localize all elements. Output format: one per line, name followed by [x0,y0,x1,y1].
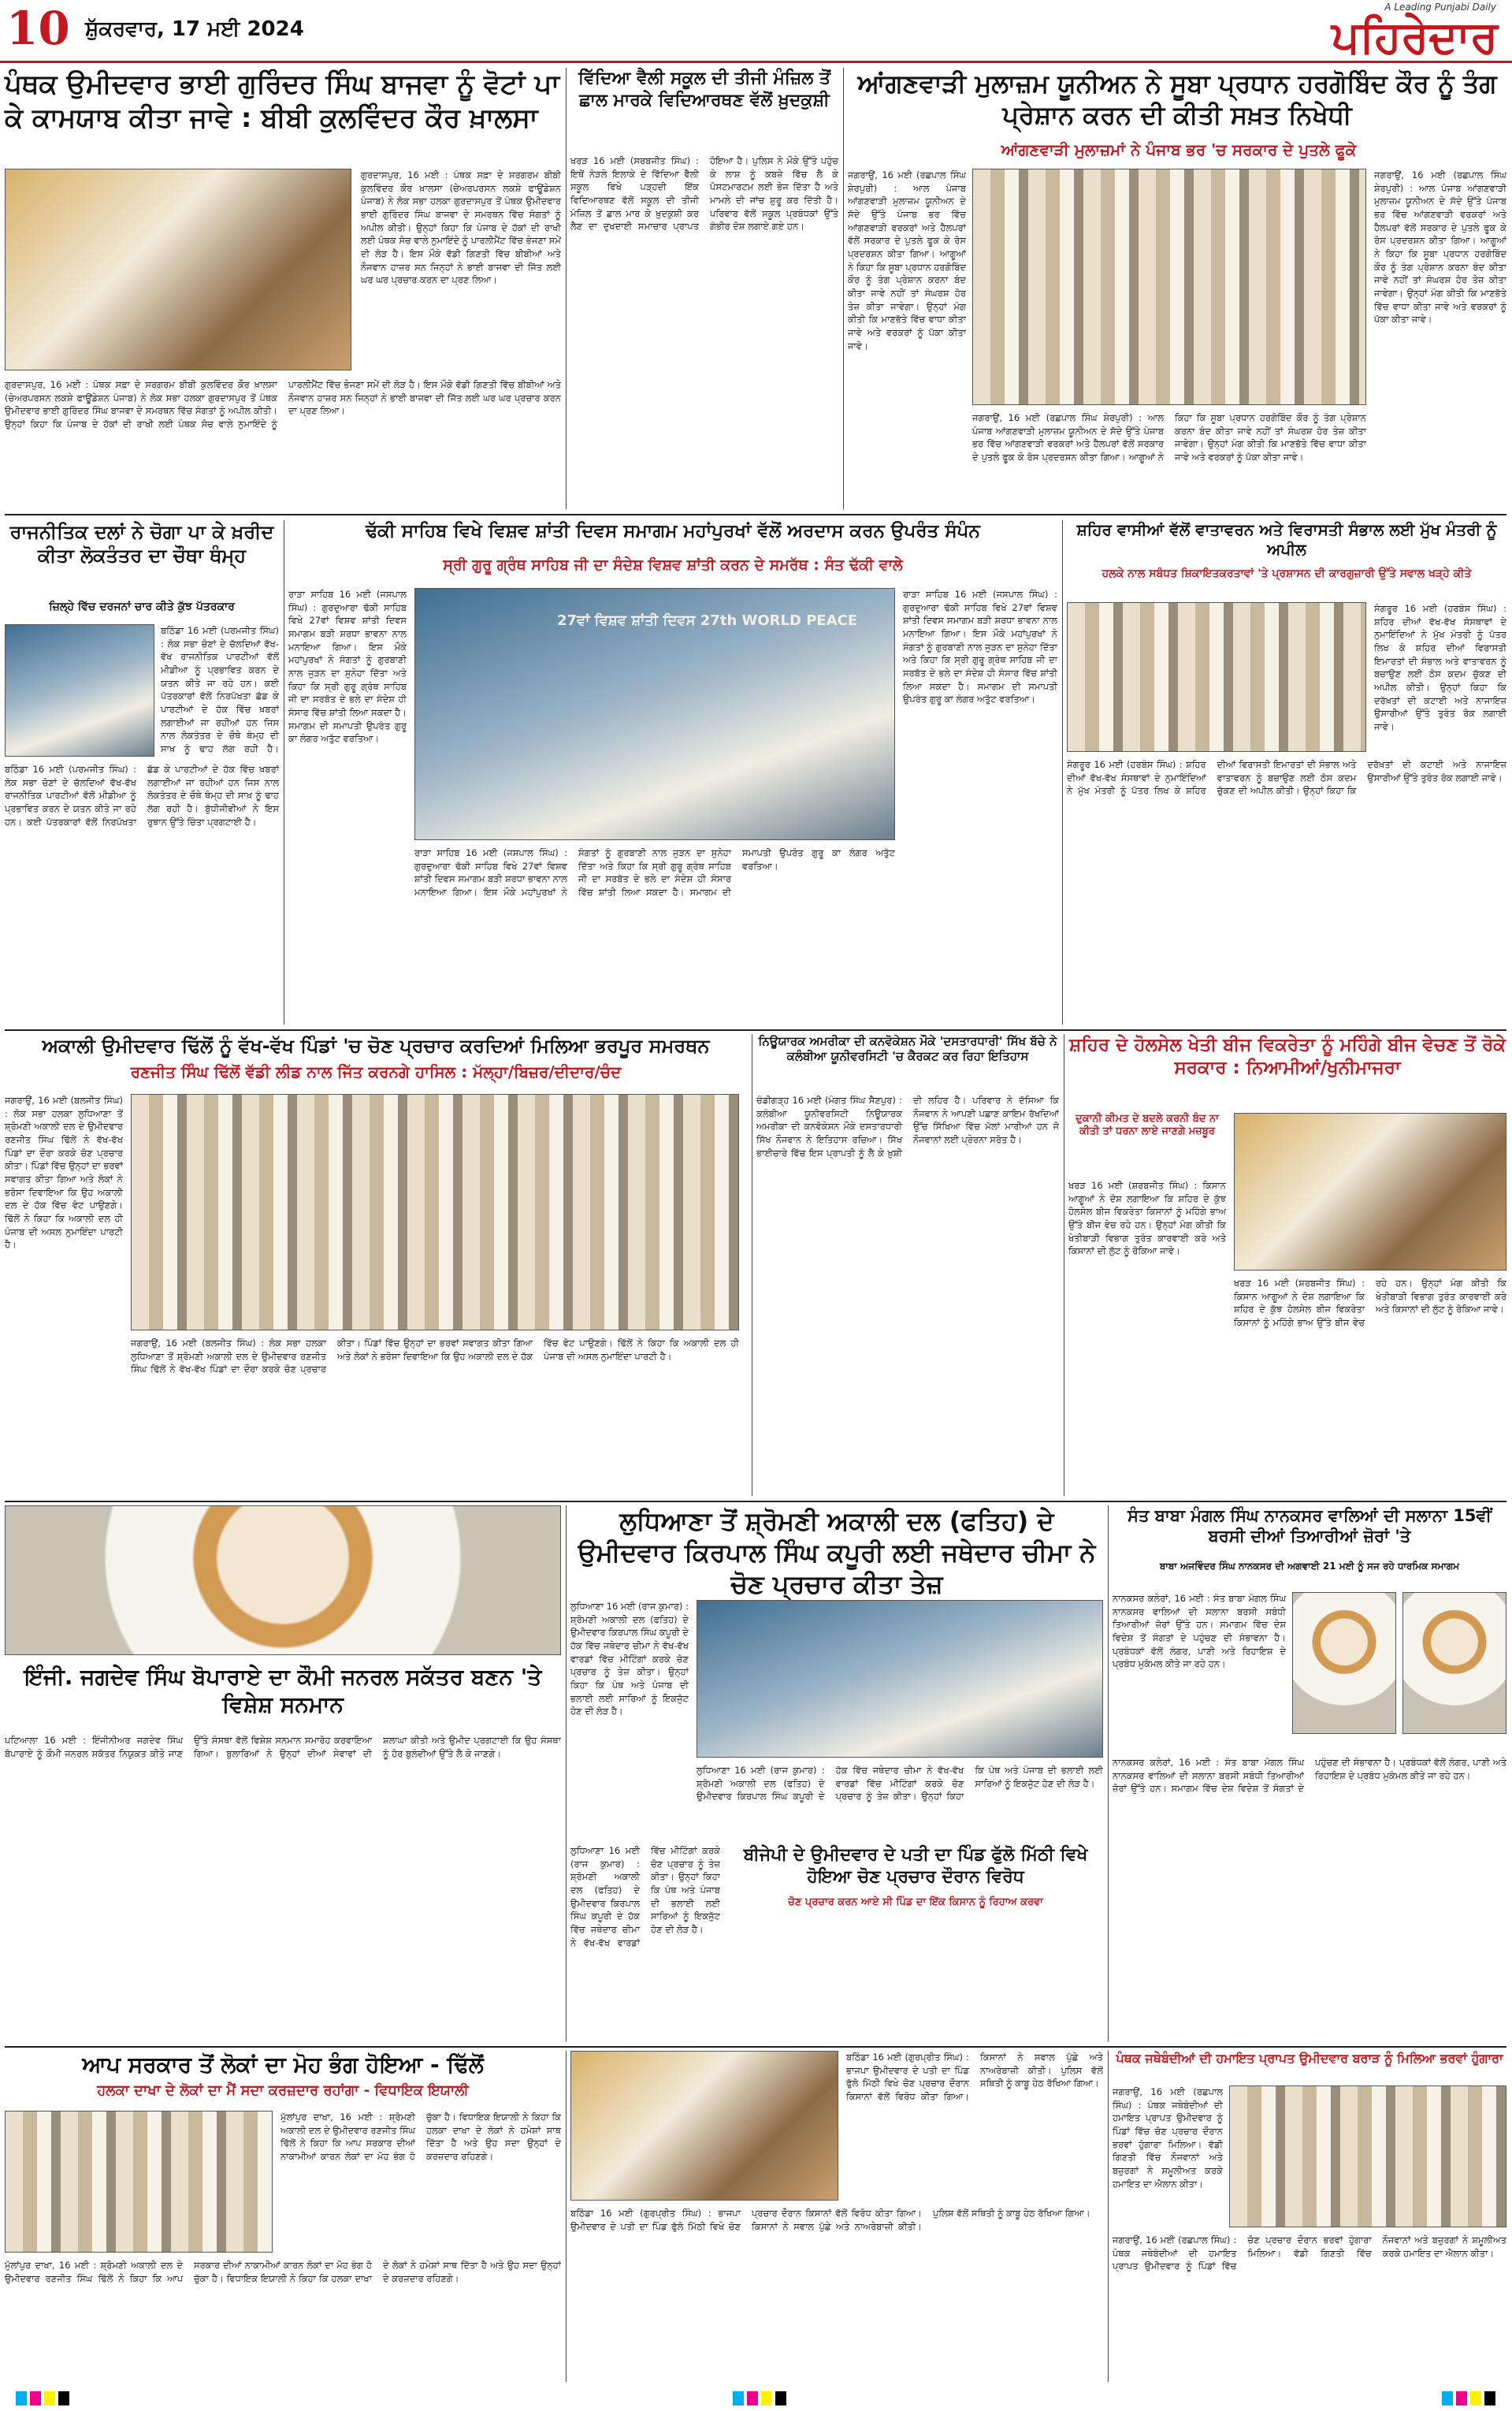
masthead [0,0,1512,63]
article-bolapur [5,1505,561,2041]
article-body: ਖਰੜ 16 ਮਈ (ਸਰਬਜੀਤ ਸਿੰਘ) : ਇਥੋਂ ਨੇੜਲੇ ਇਲਾਕੇ ਦੇ ਵਿੱਦਿਆ ਵੈਲੀ ਸਕੂਲ ਵਿਖੇ ਪੜ੍ਹਦੀ ਇੱਕ ਵਿਦਿਆਰਥਣ ਵੱਲੋਂ ਸਕੂਲ ਦੀ ਤੀਜੀ ਮੰਜ਼ਿਲ ਤੋਂ ਛਾਲ ਮਾਰ ਕੇ ਖ਼ੁਦਕੁਸ਼ੀ ਕਰ ਲੈਣ ਦਾ ਦੁਖਦਾਈ ਸਮਾਚਾਰ ਪ੍ਰਾਪਤ ਹੋਇਆ ਹੈ। ਪੁਲਿਸ ਨੇ ਮੌਕੇ ਉੱਤੇ ਪਹੁੰਚ ਕੇ ਲਾਸ਼ ਨੂੰ ਕਬਜ਼ੇ ਵਿੱਚ ਲੈ ਕੇ ਪੋਸਟਮਾਰਟਮ ਲਈ ਭੇਜ ਦਿੱਤਾ ਹੈ ਅਤੇ ਮਾਮਲੇ ਦੀ ਜਾਂਚ ਸ਼ੁਰੂ ਕਰ ਦਿੱਤੀ ਹੈ। ਪਰਿਵਾਰ ਵੱਲੋਂ ਸਕੂਲ ਪ੍ਰਬੰਧਕਾਂ ਉੱਤੇ ਗੰਭੀਰ ਦੋਸ਼ ਲਗਾਏ ਗਏ ਹਨ। [570,155,838,233]
article-kirpal [570,1505,1103,2041]
column-divider [566,68,567,509]
article-body-right: ਰਾੜਾ ਸਾਹਿਬ 16 ਮਈ (ਜਸਪਾਲ ਸਿੰਘ) : ਗੁਰਦੁਆਰਾ ਢੱਕੀ ਸਾਹਿਬ ਵਿਖੇ 27ਵਾਂ ਵਿਸ਼ਵ ਸ਼ਾਂਤੀ ਦਿਵਸ ਸਮਾਗਮ ਬੜੀ ਸ਼ਰਧਾ ਭਾਵਨਾ ਨਾਲ ਮਨਾਇਆ ਗਿਆ। ਇਸ ਮੌਕੇ ਮਹਾਂਪੁਰਖਾਂ ਨੇ ਸੰਗਤਾਂ ਨੂੰ ਗੁਰਬਾਣੀ ਨਾਲ ਜੁੜਨ ਦਾ ਸੁਨੇਹਾ ਦਿੱਤਾ ਅਤੇ ਕਿਹਾ ਕਿ ਸ੍ਰੀ ਗੁਰੂ ਗ੍ਰੰਥ ਸਾਹਿਬ ਜੀ ਦਾ ਸਰਬੱਤ ਦੇ ਭਲੇ ਦਾ ਸੰਦੇਸ਼ ਹੀ ਸੰਸਾਰ ਵਿੱਚ ਸ਼ਾਂਤੀ ਲਿਆ ਸਕਦਾ ਹੈ। ਸਮਾਗਮ ਦੀ ਸਮਾਪਤੀ ਉਪਰੰਤ ਗੁਰੂ ਕਾ ਲੰਗਰ ਅਤੁੱਟ ਵਰਤਿਆ। [903,589,1057,705]
headline: ਆਂਗਣਵਾੜੀ ਮੁਲਾਜ਼ਮ ਯੂਨੀਅਨ ਨੇ ਸੂਬਾ ਪ੍ਰਧਾਨ ਹਰਗੋਬਿੰਦ ਕੌਰ ਨੂੰ ਤੰਗ ਪ੍ਰੇਸ਼ਾਨ ਕਰਨ ਦੀ ਕੀਤੀ ਸਖ਼ਤ ਨਿਖੇਧੀ [857,69,1497,130]
headline: ਪੰਥਕ ਉਮੀਦਵਾਰ ਭਾਈ ਗੁਰਿੰਦਰ ਸਿੰਘ ਬਾਜਵਾ ਨੂੰ ਵੋਟਾਂ ਪਾ ਕੇ ਕਾਮਯਾਬ ਕੀਤਾ ਜਾਵੇ : ਬੀਬੀ ਕੁਲਵਿੰਦਰ ਕੌਰ ਖ਼ਾਲਸਾ [5,69,560,134]
news-photo [570,2051,838,2201]
headline: ਨਿਊਯਾਰਕ ਅਮਰੀਕਾ ਦੀ ਕਨਵੋਕੇਸ਼ਨ ਮੌਕੇ 'ਦਸਤਾਰਧਾਰੀ' ਸਿੱਖ ਬੱਚੇ ਨੇ ਕਲੰਬੀਆ ਯੂਨੀਵਰਸਿਟੀ 'ਚ ਕੈਰਕਟ ਕਰ ਰਿਹਾ ਇਤਿਹਾਸ [758,1034,1057,1063]
article-bajwa [5,68,561,509]
news-photo [5,169,351,370]
subheadline: ਆਂਗਣਵਾੜੀ ਮੁਲਾਜ਼ਮਾਂ ਨੇ ਪੰਜਾਬ ਭਰ 'ਚ ਸਰਕਾਰ ਦੇ ਪੁਤਲੇ ਫੂਕੇ [1001,140,1357,159]
color-swatch [58,2391,69,2405]
news-photo [697,1600,1103,1758]
color-swatch [733,2391,744,2405]
article-body: ਜਗਰਾਉਂ, 16 ਮਈ (ਬਲਜੀਤ ਸਿੰਘ) : ਲੋਕ ਸਭਾ ਹਲਕਾ ਲੁਧਿਆਣਾ ਤੋਂ ਸ਼੍ਰੋਮਣੀ ਅਕਾਲੀ ਦਲ ਦੇ ਉਮੀਦਵਾਰ ਰਣਜੀਤ ਸਿੰਘ ਢਿੱਲੋਂ ਨੇ ਵੱਖ-ਵੱਖ ਪਿੰਡਾਂ ਦਾ ਦੌਰਾ ਕਰਕੇ ਚੋਣ ਪ੍ਰਚਾਰ ਕੀਤਾ। ਪਿੰਡਾਂ ਵਿੱਚ ਉਨ੍ਹਾਂ ਦਾ ਭਰਵਾਂ ਸਵਾਗਤ ਕੀਤਾ ਗਿਆ ਅਤੇ ਲੋਕਾਂ ਨੇ ਭਰੋਸਾ ਦਿਵਾਇਆ ਕਿ ਉਹ ਅਕਾਲੀ ਦਲ ਦੇ ਹੱਕ ਵਿੱਚ ਵੋਟ ਪਾਉਣਗੇ। ਢਿੱਲੋਂ ਨੇ ਕਿਹਾ ਕਿ ਅਕਾਲੀ ਦਲ ਹੀ ਪੰਜਾਬ ਦੀ ਅਸਲ ਨੁਮਾਇੰਦਾ ਪਾਰਟੀ ਹੈ। [5,1095,123,1251]
color-swatch [747,2391,758,2405]
article-body: ਸੰਗਰੂਰ 16 ਮਈ (ਹਰਬੰਸ ਸਿੰਘ) : ਸ਼ਹਿਰ ਦੀਆਂ ਵੱਖ-ਵੱਖ ਸੰਸਥਾਵਾਂ ਦੇ ਨੁਮਾਇੰਦਿਆਂ ਨੇ ਮੁੱਖ ਮੰਤਰੀ ਨੂੰ ਪੱਤਰ ਲਿਖ ਕੇ ਸ਼ਹਿਰ ਦੀਆਂ ਵਿਰਾਸਤੀ ਇਮਾਰਤਾਂ ਦੀ ਸੰਭਾਲ ਅਤੇ ਵਾਤਾਵਰਨ ਨੂੰ ਬਚਾਉਣ ਲਈ ਠੋਸ ਕਦਮ ਚੁੱਕਣ ਦੀ ਅਪੀਲ ਕੀਤੀ। ਉਨ੍ਹਾਂ ਕਿਹਾ ਕਿ ਦਰੱਖ਼ਤਾਂ ਦੀ ਕਟਾਈ ਅਤੇ ਨਾਜਾਇਜ਼ ਉਸਾਰੀਆਂ ਉੱਤੇ ਤੁਰੰਤ ਰੋਕ ਲਗਾਈ ਜਾਵੇ। [1374,603,1506,733]
article-body-bottom: ਜਗਰਾਉਂ, 16 ਮਈ (ਰਛਪਾਲ ਸਿੰਘ) : ਪੰਥਕ ਜਥੇਬੰਦੀਆਂ ਦੀ ਹਮਾਇਤ ਪ੍ਰਾਪਤ ਉਮੀਦਵਾਰ ਨੂੰ ਪਿੰਡਾਂ ਵਿੱਚ ਚੋਣ ਪ੍ਰਚਾਰ ਦੌਰਾਨ ਭਰਵਾਂ ਹੁੰਗਾਰਾ ਮਿਲਿਆ। ਵੱਡੀ ਗਿਣਤੀ ਵਿੱਚ ਨੌਜਵਾਨਾਂ ਅਤੇ ਬਜ਼ੁਰਗਾਂ ਨੇ ਸ਼ਮੂਲੀਅਤ ਕਰਕੇ ਹਮਾਇਤ ਦਾ ਐਲਾਨ ਕੀਤਾ। [1113,2234,1506,2272]
photo-banner-text: 27ਵਾਂ ਵਿਸ਼ਵ ਸ਼ਾਂਤੀ ਦਿਵਸ 27th WORLD PEACE [557,612,858,629]
news-photo [1067,602,1366,752]
portrait-photo [1292,1592,1396,1734]
article-school [570,68,838,509]
article-body-kirpal-cont: ਲੁਧਿਆਣਾ 16 ਮਈ (ਰਾਜ ਕੁਮਾਰ) : ਸ਼੍ਰੋਮਣੀ ਅਕਾਲੀ ਦਲ (ਫਤਿਹ) ਦੇ ਉਮੀਦਵਾਰ ਕਿਰਪਾਲ ਸਿੰਘ ਕਪੂਰੀ ਦੇ ਹੱਕ ਵਿੱਚ ਜਥੇਦਾਰ ਚੀਮਾ ਨੇ ਵੱਖ-ਵੱਖ ਵਾਰਡਾਂ ਵਿੱਚ ਮੀਟਿੰਗਾਂ ਕਰਕੇ ਚੋਣ ਪ੍ਰਚਾਰ ਨੂੰ ਤੇਜ਼ ਕੀਤਾ। ਉਨ੍ਹਾਂ ਕਿਹਾ ਕਿ ਪੰਥ ਅਤੇ ਪੰਜਾਬ ਦੀ ਭਲਾਈ ਲਈ ਸਾਰਿਆਂ ਨੂੰ ਇਕਜੁੱਟ ਹੋਣ ਦੀ ਲੋੜ ਹੈ। [570,1845,720,1948]
article-bjp [570,2051,1103,2382]
article-body: ਲੁਧਿਆਣਾ 16 ਮਈ (ਰਾਜ ਕੁਮਾਰ) : ਸ਼੍ਰੋਮਣੀ ਅਕਾਲੀ ਦਲ (ਫਤਿਹ) ਦੇ ਉਮੀਦਵਾਰ ਕਿਰਪਾਲ ਸਿੰਘ ਕਪੂਰੀ ਦੇ ਹੱਕ ਵਿੱਚ ਜਥੇਦਾਰ ਚੀਮਾ ਨੇ ਵੱਖ-ਵੱਖ ਵਾਰਡਾਂ ਵਿੱਚ ਮੀਟਿੰਗਾਂ ਕਰਕੇ ਚੋਣ ਪ੍ਰਚਾਰ ਨੂੰ ਤੇਜ਼ ਕੀਤਾ। ਉਨ੍ਹਾਂ ਕਿਹਾ ਕਿ ਪੰਥ ਅਤੇ ਪੰਜਾਬ ਦੀ ਭਲਾਈ ਲਈ ਸਾਰਿਆਂ ਨੂੰ ਇਕਜੁੱਟ ਹੋਣ ਦੀ ਲੋੜ ਹੈ। [570,1601,689,1717]
headline: ਸੰਤ ਬਾਬਾ ਮੰਗਲ ਸਿੰਘ ਨਾਨਕਸਰ ਵਾਲਿਆਂ ਦੀ ਸਲਾਨਾ 15ਵੀਂ ਬਰਸੀ ਦੀਆਂ ਤਿਆਰੀਆਂ ਜ਼ੋਰਾਂ 'ਤੇ [1127,1506,1492,1546]
article-aap [5,2051,561,2382]
article-body: ਜਗਰਾਉਂ, 16 ਮਈ (ਰਛਪਾਲ ਸਿੰਘ) : ਪੰਥਕ ਜਥੇਬੰਦੀਆਂ ਦੀ ਹਮਾਇਤ ਪ੍ਰਾਪਤ ਉਮੀਦਵਾਰ ਨੂੰ ਪਿੰਡਾਂ ਵਿੱਚ ਚੋਣ ਪ੍ਰਚਾਰ ਦੌਰਾਨ ਭਰਵਾਂ ਹੁੰਗਾਰਾ ਮਿਲਿਆ। ਵੱਡੀ ਗਿਣਤੀ ਵਿੱਚ ਨੌਜਵਾਨਾਂ ਅਤੇ ਬਜ਼ੁਰਗਾਂ ਨੇ ਸ਼ਮੂਲੀਅਤ ਕਰਕੇ ਹਮਾਇਤ ਦਾ ਐਲਾਨ ਕੀਤਾ। [1113,2086,1223,2190]
article-body-bottom: ਜਗਰਾਉਂ, 16 ਮਈ (ਰਛਪਾਲ ਸਿੰਘ ਸ਼ੇਰਪੁਰੀ) : ਆਲ ਪੰਜਾਬ ਆਂਗਣਵਾੜੀ ਮੁਲਾਜ਼ਮ ਯੂਨੀਅਨ ਦੇ ਸੱਦੇ ਉੱਤੇ ਪੰਜਾਬ ਭਰ ਵਿੱਚ ਆਂਗਣਵਾੜੀ ਵਰਕਰਾਂ ਅਤੇ ਹੈਲਪਰਾਂ ਵੱਲੋਂ ਸਰਕਾਰ ਦੇ ਪੁਤਲੇ ਫੂਕ ਕੇ ਰੋਸ ਪ੍ਰਦਰਸ਼ਨ ਕੀਤਾ ਗਿਆ। ਆਗੂਆਂ ਨੇ ਕਿਹਾ ਕਿ ਸੂਬਾ ਪ੍ਰਧਾਨ ਹਰਗੋਬਿੰਦ ਕੌਰ ਨੂੰ ਤੰਗ ਪ੍ਰੇਸ਼ਾਨ ਕਰਨਾ ਬੰਦ ਕੀਤਾ ਜਾਵੇ ਨਹੀਂ ਤਾਂ ਸੰਘਰਸ਼ ਹੋਰ ਤੇਜ਼ ਕੀਤਾ ਜਾਵੇਗਾ। ਉਨ੍ਹਾਂ ਮੰਗ ਕੀਤੀ ਕਿ ਮਾਣਭੱਤੇ ਵਿੱਚ ਵਾਧਾ ਕੀਤਾ ਜਾਵੇ ਅਤੇ ਵਰਕਰਾਂ ਨੂੰ ਪੱਕਾ ਕੀਤਾ ਜਾਵੇ। [972,412,1366,463]
article-anganwadi [848,68,1506,509]
color-swatch [1470,2391,1481,2405]
page-number: 10 [6,2,70,55]
byline: ਜ਼ਿਲ੍ਹੇ ਵਿੱਚ ਦਰਜਨਾਂ ਚਾਰ ਕੀਤੇ ਕੁੱਝ ਪੱਤਰਕਾਰ [49,601,235,613]
article-panthak [1113,2051,1506,2382]
section-rule [5,2046,1506,2048]
article-peace [288,520,1057,1025]
color-swatch [1442,2391,1453,2405]
headline: ਸ਼ਹਿਰ ਵਾਸੀਆਂ ਵੱਲੋਂ ਵਾਤਾਵਰਨ ਅਤੇ ਵਿਰਾਸਤੀ ਸੰਭਾਲ ਲਈ ਮੁੱਖ ਮੰਤਰੀ ਨੂੰ ਅਪੀਲ [1076,520,1497,559]
article-body: ਬਠਿੰਡਾ 16 ਮਈ (ਪਰਮਜੀਤ ਸਿੰਘ) : ਲੋਕ ਸਭਾ ਚੋਣਾਂ ਦੇ ਚੱਲਦਿਆਂ ਵੱਖ-ਵੱਖ ਰਾਜਨੀਤਿਕ ਪਾਰਟੀਆਂ ਵੱਲੋਂ ਮੀਡੀਆ ਨੂੰ ਪ੍ਰਭਾਵਿਤ ਕਰਨ ਦੇ ਯਤਨ ਕੀਤੇ ਜਾ ਰਹੇ ਹਨ। ਕਈ ਪੱਤਰਕਾਰਾਂ ਵੱਲੋਂ ਨਿਰਪੱਖਤਾ ਛੱਡ ਕੇ ਪਾਰਟੀਆਂ ਦੇ ਹੱਕ ਵਿੱਚ ਖ਼ਬਰਾਂ ਲਗਾਈਆਂ ਜਾ ਰਹੀਆਂ ਹਨ ਜਿਸ ਨਾਲ ਲੋਕਤੰਤਰ ਦੇ ਚੌਥੇ ਥੰਮ੍ਹ ਦੀ ਸਾਖ਼ ਨੂੰ ਢਾਹ ਲੱਗ ਰਹੀ ਹੈ। [161,625,279,755]
article-body-bottom: ਬਠਿੰਡਾ 16 ਮਈ (ਗੁਰਪ੍ਰੀਤ ਸਿੰਘ) : ਭਾਜਪਾ ਉਮੀਦਵਾਰ ਦੇ ਪਤੀ ਦਾ ਪਿੰਡ ਫੁੱਲੋ ਮਿੱਠੀ ਵਿਖੇ ਚੋਣ ਪ੍ਰਚਾਰ ਦੌਰਾਨ ਕਿਸਾਨਾਂ ਵੱਲੋਂ ਵਿਰੋਧ ਕੀਤਾ ਗਿਆ। ਕਿਸਾਨਾਂ ਨੇ ਸਵਾਲ ਪੁੱਛੇ ਅਤੇ ਨਾਅਰੇਬਾਜ਼ੀ ਕੀਤੀ। ਪੁਲਿਸ ਵੱਲੋਂ ਸਥਿਤੀ ਨੂੰ ਕਾਬੂ ਹੇਠ ਰੱਖਿਆ ਗਿਆ। [570,2208,1090,2232]
article-seeds [1068,1034,1506,1496]
issue-date: ਸ਼ੁੱਕਰਵਾਰ, 17 ਮਈ 2024 [85,17,304,41]
article-sant [1113,1505,1506,2041]
column-divider [1062,520,1063,1025]
subheadline: ਰਣਜੀਤ ਸਿੰਘ ਢਿੱਲੋਂ ਵੱਡੀ ਲੀਡ ਨਾਲ ਜਿੱਤ ਕਰਨਗੇ ਹਾਸਿਲ : ਮੱਲ੍ਹਾ/ਬਿਜ਼ਰ/ਦੀਦਾਰ/ਚੰਦ [130,1062,622,1081]
subheadline: ਦੁਕਾਨੀ ਕੀਮਤ ਦੇ ਬਦਲੇ ਕਰਨੀ ਬੰਦ ਨਾ ਕੀਤੀ ਤਾਂ ਧਰਨਾ ਲਾਏ ਜਾਣਗੇ ਮਜ਼ਬੂਰ [1075,1113,1219,1138]
section-rule [5,1029,1506,1031]
article-body: ਖਰੜ 16 ਮਈ (ਸ਼ਰਬਜੀਤ ਸਿੰਘ) : ਕਿਸਾਨ ਆਗੂਆਂ ਨੇ ਦੋਸ਼ ਲਗਾਇਆ ਕਿ ਸ਼ਹਿਰ ਦੇ ਕੁੱਝ ਹੋਲਸੇਲ ਬੀਜ ਵਿਕਰੇਤਾ ਕਿਸਾਨਾਂ ਨੂੰ ਮਹਿੰਗੇ ਭਾਅ ਉੱਤੇ ਬੀਜ ਵੇਚ ਰਹੇ ਹਨ। ਉਨ੍ਹਾਂ ਮੰਗ ਕੀਤੀ ਕਿ ਖੇਤੀਬਾੜੀ ਵਿਭਾਗ ਤੁਰੰਤ ਕਾਰਵਾਈ ਕਰੇ ਅਤੇ ਕਿਸਾਨਾਂ ਦੀ ਲੁੱਟ ਨੂੰ ਰੋਕਿਆ ਜਾਵੇ। [1068,1180,1226,1257]
article-body-bottom: ਖਰੜ 16 ਮਈ (ਸ਼ਰਬਜੀਤ ਸਿੰਘ) : ਕਿਸਾਨ ਆਗੂਆਂ ਨੇ ਦੋਸ਼ ਲਗਾਇਆ ਕਿ ਸ਼ਹਿਰ ਦੇ ਕੁੱਝ ਹੋਲਸੇਲ ਬੀਜ ਵਿਕਰੇਤਾ ਕਿਸਾਨਾਂ ਨੂੰ ਮਹਿੰਗੇ ਭਾਅ ਉੱਤੇ ਬੀਜ ਵੇਚ ਰਹੇ ਹਨ। ਉਨ੍ਹਾਂ ਮੰਗ ਕੀਤੀ ਕਿ ਖੇਤੀਬਾੜੀ ਵਿਭਾਗ ਤੁਰੰਤ ਕਾਰਵਾਈ ਕਰੇ ਅਤੇ ਕਿਸਾਨਾਂ ਦੀ ਲੁੱਟ ਨੂੰ ਰੋਕਿਆ ਜਾਵੇ। [1234,1278,1506,1329]
article-body-bottom: ਬਠਿੰਡਾ 16 ਮਈ (ਪਰਮਜੀਤ ਸਿੰਘ) : ਲੋਕ ਸਭਾ ਚੋਣਾਂ ਦੇ ਚੱਲਦਿਆਂ ਵੱਖ-ਵੱਖ ਰਾਜਨੀਤਿਕ ਪਾਰਟੀਆਂ ਵੱਲੋਂ ਮੀਡੀਆ ਨੂੰ ਪ੍ਰਭਾਵਿਤ ਕਰਨ ਦੇ ਯਤਨ ਕੀਤੇ ਜਾ ਰਹੇ ਹਨ। ਕਈ ਪੱਤਰਕਾਰਾਂ ਵੱਲੋਂ ਨਿਰਪੱਖਤਾ ਛੱਡ ਕੇ ਪਾਰਟੀਆਂ ਦੇ ਹੱਕ ਵਿੱਚ ਖ਼ਬਰਾਂ ਲਗਾਈਆਂ ਜਾ ਰਹੀਆਂ ਹਨ ਜਿਸ ਨਾਲ ਲੋਕਤੰਤਰ ਦੇ ਚੌਥੇ ਥੰਮ੍ਹ ਦੀ ਸਾਖ਼ ਨੂੰ ਢਾਹ ਲੱਗ ਰਹੀ ਹੈ। ਬੁੱਧੀਜੀਵੀਆਂ ਨੇ ਇਸ ਰੁਝਾਨ ਉੱਤੇ ਚਿੰਤਾ ਪ੍ਰਗਟਾਈ ਹੈ। [5,764,279,828]
article-body-continued: ਗੁਰਦਾਸਪੁਰ, 16 ਮਈ : ਪੰਥਕ ਸਫ਼ਾ ਦੇ ਸਰਗਰਮ ਬੀਬੀ ਕੁਲਵਿੰਦਰ ਕੌਰ ਖ਼ਾਲਸਾ (ਚੇਅਰਪਰਸਨ ਲਕਸ਼ੇ ਫਾਊਂਡੇਸ਼ਨ ਪੰਜਾਬ) ਨੇ ਲੋਕ ਸਭਾ ਹਲਕਾ ਗੁਰਦਾਸਪੁਰ ਤੋਂ ਪੰਥਕ ਉਮੀਦਵਾਰ ਭਾਈ ਗੁਰਿੰਦਰ ਸਿੰਘ ਬਾਜਵਾ ਦੇ ਸਮਰਥਨ ਵਿੱਚ ਸੰਗਤਾਂ ਨੂੰ ਅਪੀਲ ਕੀਤੀ। ਉਨ੍ਹਾਂ ਕਿਹਾ ਕਿ ਪੰਜਾਬ ਦੇ ਹੱਕਾਂ ਦੀ ਰਾਖੀ ਲਈ ਪੰਥਕ ਸੋਚ ਵਾਲੇ ਨੁਮਾਇੰਦੇ ਨੂੰ ਪਾਰਲੀਮੈਂਟ ਵਿੱਚ ਭੇਜਣਾ ਸਮੇਂ ਦੀ ਲੋੜ ਹੈ। ਇਸ ਮੌਕੇ ਵੱਡੀ ਗਿਣਤੀ ਵਿੱਚ ਬੀਬੀਆਂ ਅਤੇ ਨੌਜਵਾਨ ਹਾਜ਼ਰ ਸਨ ਜਿਨ੍ਹਾਂ ਨੇ ਭਾਈ ਬਾਜਵਾ ਦੀ ਜਿੱਤ ਲਈ ਘਰ ਘਰ ਪ੍ਰਚਾਰ ਕਰਨ ਦਾ ਪ੍ਰਣ ਲਿਆ। [5,379,561,430]
news-photo [414,588,895,840]
article-rajnitik [5,520,279,1025]
news-photo [972,169,1366,405]
headline: ਆਪ ਸਰਕਾਰ ਤੋਂ ਲੋਕਾਂ ਦਾ ਮੋਹ ਭੰਗ ਹੋਇਆ - ਢਿੱਲੋਂ [82,2052,484,2078]
section-rule [5,1501,1506,1502]
article-akali [5,1034,747,1496]
article-body-bottom: ਮੁੱਲਾਂਪੁਰ ਦਾਖਾ, 16 ਮਈ : ਸ਼੍ਰੋਮਣੀ ਅਕਾਲੀ ਦਲ ਦੇ ਉਮੀਦਵਾਰ ਰਣਜੀਤ ਸਿੰਘ ਢਿੱਲੋਂ ਨੇ ਕਿਹਾ ਕਿ ਆਪ ਸਰਕਾਰ ਦੀਆਂ ਨਾਕਾਮੀਆਂ ਕਾਰਨ ਲੋਕਾਂ ਦਾ ਮੋਹ ਭੰਗ ਹੋ ਚੁੱਕਾ ਹੈ। ਵਿਧਾਇਕ ਇਯਾਲੀ ਨੇ ਕਿਹਾ ਕਿ ਹਲਕਾ ਦਾਖਾ ਦੇ ਲੋਕਾਂ ਨੇ ਹਮੇਸ਼ਾਂ ਸਾਥ ਦਿੱਤਾ ਹੈ ਅਤੇ ਉਹ ਸਦਾ ਉਨ੍ਹਾਂ ਦੇ ਕਰਜ਼ਦਾਰ ਰਹਿਣਗੇ। [5,2260,561,2284]
news-photo [1229,2085,1506,2227]
news-photo [5,2111,273,2253]
article-body-bottom: ਜਗਰਾਉਂ, 16 ਮਈ (ਬਲਜੀਤ ਸਿੰਘ) : ਲੋਕ ਸਭਾ ਹਲਕਾ ਲੁਧਿਆਣਾ ਤੋਂ ਸ਼੍ਰੋਮਣੀ ਅਕਾਲੀ ਦਲ ਦੇ ਉਮੀਦਵਾਰ ਰਣਜੀਤ ਸਿੰਘ ਢਿੱਲੋਂ ਨੇ ਵੱਖ-ਵੱਖ ਪਿੰਡਾਂ ਦਾ ਦੌਰਾ ਕਰਕੇ ਚੋਣ ਪ੍ਰਚਾਰ ਕੀਤਾ। ਪਿੰਡਾਂ ਵਿੱਚ ਉਨ੍ਹਾਂ ਦਾ ਭਰਵਾਂ ਸਵਾਗਤ ਕੀਤਾ ਗਿਆ ਅਤੇ ਲੋਕਾਂ ਨੇ ਭਰੋਸਾ ਦਿਵਾਇਆ ਕਿ ਉਹ ਅਕਾਲੀ ਦਲ ਦੇ ਹੱਕ ਵਿੱਚ ਵੋਟ ਪਾਉਣਗੇ। ਢਿੱਲੋਂ ਨੇ ਕਿਹਾ ਕਿ ਅਕਾਲੀ ਦਲ ਹੀ ਪੰਜਾਬ ਦੀ ਅਸਲ ਨੁਮਾਇੰਦਾ ਪਾਰਟੀ ਹੈ। [131,1338,739,1375]
article-body: ਰਾੜਾ ਸਾਹਿਬ 16 ਮਈ (ਜਸਪਾਲ ਸਿੰਘ) : ਗੁਰਦੁਆਰਾ ਢੱਕੀ ਸਾਹਿਬ ਵਿਖੇ 27ਵਾਂ ਵਿਸ਼ਵ ਸ਼ਾਂਤੀ ਦਿਵਸ ਸਮਾਗਮ ਬੜੀ ਸ਼ਰਧਾ ਭਾਵਨਾ ਨਾਲ ਮਨਾਇਆ ਗਿਆ। ਇਸ ਮੌਕੇ ਮਹਾਂਪੁਰਖਾਂ ਨੇ ਸੰਗਤਾਂ ਨੂੰ ਗੁਰਬਾਣੀ ਨਾਲ ਜੁੜਨ ਦਾ ਸੁਨੇਹਾ ਦਿੱਤਾ ਅਤੇ ਕਿਹਾ ਕਿ ਸ੍ਰੀ ਗੁਰੂ ਗ੍ਰੰਥ ਸਾਹਿਬ ਜੀ ਦਾ ਸਰਬੱਤ ਦੇ ਭਲੇ ਦਾ ਸੰਦੇਸ਼ ਹੀ ਸੰਸਾਰ ਵਿੱਚ ਸ਼ਾਂਤੀ ਲਿਆ ਸਕਦਾ ਹੈ। ਸਮਾਗਮ ਦੀ ਸਮਾਪਤੀ ਉਪਰੰਤ ਗੁਰੂ ਕਾ ਲੰਗਰ ਅਤੁੱਟ ਵਰਤਿਆ। [288,589,407,745]
column-divider [566,2051,567,2382]
headline: ਅਕਾਲੀ ਉਮੀਦਵਾਰ ਢਿੱਲੋਂ ਨੂੰ ਵੱਖ-ਵੱਖ ਪਿੰਡਾਂ 'ਚ ਚੋਣ ਪ੍ਰਚਾਰ ਕਰਦਿਆਂ ਮਿਲਿਆ ਭਰਪੂਰ ਸਮਰਥਨ [42,1035,710,1057]
article-body: ਨਾਨਕਸਰ ਕਲੇਰਾਂ, 16 ਮਈ : ਸੰਤ ਬਾਬਾ ਮੰਗਲ ਸਿੰਘ ਨਾਨਕਸਰ ਵਾਲਿਆਂ ਦੀ ਸਲਾਨਾ ਬਰਸੀ ਸਬੰਧੀ ਤਿਆਰੀਆਂ ਜ਼ੋਰਾਂ ਉੱਤੇ ਹਨ। ਸਮਾਗਮ ਵਿੱਚ ਦੇਸ਼ ਵਿਦੇਸ਼ ਤੋਂ ਸੰਗਤਾਂ ਦੇ ਪਹੁੰਚਣ ਦੀ ਸੰਭਾਵਨਾ ਹੈ। ਪ੍ਰਬੰਧਕਾਂ ਵੱਲੋਂ ਲੰਗਰ, ਪਾਣੀ ਅਤੇ ਰਿਹਾਇਸ਼ ਦੇ ਪ੍ਰਬੰਧ ਮੁਕੰਮਲ ਕੀਤੇ ਜਾ ਰਹੇ ਹਨ। [1113,1593,1286,1670]
color-swatch [775,2391,786,2405]
portrait-photo [1402,1592,1506,1734]
headline: ਸ਼ਹਿਰ ਦੇ ਹੋਲਸੇਲ ਖੇਤੀ ਬੀਜ ਵਿਕਰੇਤਾ ਨੂੰ ਮਹਿੰਗੇ ਬੀਜ ਵੇਚਣ ਤੋਂ ਰੋਕੇ ਸਰਕਾਰ : ਨਿਆਮੀਆਂ/ਖੁਨੀਮਾਜਰਾ [1069,1035,1506,1078]
headline: ਢੱਕੀ ਸਾਹਿਬ ਵਿਖੇ ਵਿਸ਼ਵ ਸ਼ਾਂਤੀ ਦਿਵਸ ਸਮਾਗਮ ਮਹਾਂਪੁਰਖਾਂ ਵੱਲੋਂ ਅਰਦਾਸ ਕਰਨ ਉਪਰੰਤ ਸੰਪੰਨ [366,521,980,541]
newspaper-logo: ਪਹਿਰੇਦਾਰ [1331,11,1498,63]
headline: ਲੁਧਿਆਣਾ ਤੋਂ ਸ਼੍ਰੋਮਣੀ ਅਕਾਲੀ ਦਲ (ਫਤਿਹ) ਦੇ ਉਮੀਦਵਾਰ ਕਿਰਪਾਲ ਸਿੰਘ ਕਪੂਰੀ ਲਈ ਜਥੇਦਾਰ ਚੀਮਾ ਨੇ ਚੋਣ ਪ੍ਰਚਾਰ ਕੀਤਾ ਤੇਜ਼ [578,1506,1096,1599]
column-divider [1108,1505,1109,2041]
column-divider [843,68,844,509]
headline: ਪੰਥਕ ਜਥੇਬੰਦੀਆਂ ਦੀ ਹਮਾਇਤ ਪ੍ਰਾਪਤ ਉਮੀਦਵਾਰ ਬਰਾੜ ਨੂੰ ਮਿਲਿਆ ਭਰਵਾਂ ਹੁੰਗਾਰਾ [1116,2051,1503,2066]
news-photo [1234,1113,1506,1271]
article-body: ਪਟਿਆਲਾ 16 ਮਈ : ਇੰਜੀਨੀਅਰ ਜਗਦੇਵ ਸਿੰਘ ਬੋਪਾਰਾਏ ਨੂੰ ਕੌਮੀ ਜਨਰਲ ਸਕੱਤਰ ਨਿਯੁਕਤ ਕੀਤੇ ਜਾਣ ਉੱਤੇ ਸੰਸਥਾ ਵੱਲੋਂ ਵਿਸ਼ੇਸ਼ ਸਨਮਾਨ ਸਮਾਰੋਹ ਕਰਵਾਇਆ ਗਿਆ। ਬੁਲਾਰਿਆਂ ਨੇ ਉਨ੍ਹਾਂ ਦੀਆਂ ਸੇਵਾਵਾਂ ਦੀ ਸ਼ਲਾਘਾ ਕੀਤੀ ਅਤੇ ਉਮੀਦ ਪ੍ਰਗਟਾਈ ਕਿ ਉਹ ਸੰਸਥਾ ਨੂੰ ਹੋਰ ਬੁਲੰਦੀਆਂ ਉੱਤੇ ਲੈ ਕੇ ਜਾਣਗੇ। [5,1735,561,1759]
article-body: ਬਠਿੰਡਾ 16 ਮਈ (ਗੁਰਪ੍ਰੀਤ ਸਿੰਘ) : ਭਾਜਪਾ ਉਮੀਦਵਾਰ ਦੇ ਪਤੀ ਦਾ ਪਿੰਡ ਫੁੱਲੋ ਮਿੱਠੀ ਵਿਖੇ ਚੋਣ ਪ੍ਰਚਾਰ ਦੌਰਾਨ ਕਿਸਾਨਾਂ ਵੱਲੋਂ ਵਿਰੋਧ ਕੀਤਾ ਗਿਆ। ਕਿਸਾਨਾਂ ਨੇ ਸਵਾਲ ਪੁੱਛੇ ਅਤੇ ਨਾਅਰੇਬਾਜ਼ੀ ਕੀਤੀ। ਪੁਲਿਸ ਵੱਲੋਂ ਸਥਿਤੀ ਨੂੰ ਕਾਬੂ ਹੇਠ ਰੱਖਿਆ ਗਿਆ। [846,2052,1103,2103]
color-swatch [1484,2391,1495,2405]
news-photo [5,624,154,757]
subheadline: ਬਾਬਾ ਅਜਵਿੰਦਰ ਸਿੰਘ ਨਾਨਕਸਰ ਦੀ ਅਗਵਾਈ 21 ਮਈ ਨੂੰ ਸਜ ਰਹੇ ਧਾਰਮਿਕ ਸਮਾਗਮ [1159,1561,1460,1572]
headline: ਇੰਜੀ. ਜਗਦੇਵ ਸਿੰਘ ਬੋਪਾਰਾਏ ਦਾ ਕੌਮੀ ਜਨਰਲ ਸਕੱਤਰ ਬਣਨ 'ਤੇ ਵਿਸ਼ੇਸ਼ ਸਨਮਾਨ [24,1664,542,1717]
article-heritage [1067,520,1506,1025]
subheadline: ਹਲਕੇ ਨਾਲ ਸਬੰਧਤ ਸ਼ਿਕਾਇਤਕਰਤਾਵਾਂ 'ਤੇ ਪ੍ਰਸ਼ਾਸਨ ਦੀ ਕਾਰਗੁਜ਼ਾਰੀ ਉੱਤੇ ਸਵਾਲ ਖੜ੍ਹੇ ਕੀਤੇ [1101,567,1472,580]
headline: ਰਾਜਨੀਤਿਕ ਦਲਾਂ ਨੇ ਚੋਗਾ ਪਾ ਕੇ ਖ਼ਰੀਦ ਕੀਤਾ ਲੋਕਤੰਤਰ ਦਾ ਚੌਥਾ ਥੰਮ੍ਹ [9,521,274,567]
tagline: A Leading Punjabi Daily [1384,2,1496,13]
color-swatch [1456,2391,1467,2405]
subheadline-bjp: ਚੋਣ ਪ੍ਰਚਾਰ ਕਰਨ ਆਏ ਸੀ ਪਿੰਡ ਦਾ ਇੱਕ ਕਿਸਾਨ ਨੂੰ ਰਿਹਾਅ ਕਰਵਾ [788,1896,1043,1908]
article-body: ਗੁਰਦਾਸਪੁਰ, 16 ਮਈ : ਪੰਥਕ ਸਫ਼ਾ ਦੇ ਸਰਗਰਮ ਬੀਬੀ ਕੁਲਵਿੰਦਰ ਕੌਰ ਖ਼ਾਲਸਾ (ਚੇਅਰਪਰਸਨ ਲਕਸ਼ੇ ਫਾਊਂਡੇਸ਼ਨ ਪੰਜਾਬ) ਨੇ ਲੋਕ ਸਭਾ ਹਲਕਾ ਗੁਰਦਾਸਪੁਰ ਤੋਂ ਪੰਥਕ ਉਮੀਦਵਾਰ ਭਾਈ ਗੁਰਿੰਦਰ ਸਿੰਘ ਬਾਜਵਾ ਦੇ ਸਮਰਥਨ ਵਿੱਚ ਸੰਗਤਾਂ ਨੂੰ ਅਪੀਲ ਕੀਤੀ। ਉਨ੍ਹਾਂ ਕਿਹਾ ਕਿ ਪੰਜਾਬ ਦੇ ਹੱਕਾਂ ਦੀ ਰਾਖੀ ਲਈ ਪੰਥਕ ਸੋਚ ਵਾਲੇ ਨੁਮਾਇੰਦੇ ਨੂੰ ਪਾਰਲੀਮੈਂਟ ਵਿੱਚ ਭੇਜਣਾ ਸਮੇਂ ਦੀ ਲੋੜ ਹੈ। ਇਸ ਮੌਕੇ ਵੱਡੀ ਗਿਣਤੀ ਵਿੱਚ ਬੀਬੀਆਂ ਅਤੇ ਨੌਜਵਾਨ ਹਾਜ਼ਰ ਸਨ ਜਿਨ੍ਹਾਂ ਨੇ ਭਾਈ ਬਾਜਵਾ ਦੀ ਜਿੱਤ ਲਈ ਘਰ ਘਰ ਪ੍ਰਚਾਰ ਕਰਨ ਦਾ ਪ੍ਰਣ ਲਿਆ। [361,169,561,286]
subheadline: ਹਲਕਾ ਦਾਖਾ ਦੇ ਲੋਕਾਂ ਦਾ ਮੈਂ ਸਦਾ ਕਰਜ਼ਦਾਰ ਰਹਾਂਗਾ - ਵਿਧਾਇਕ ਇਯਾਲੀ [97,2082,469,2099]
article-newyork [756,1034,1059,1496]
article-body-bottom: ਨਾਨਕਸਰ ਕਲੇਰਾਂ, 16 ਮਈ : ਸੰਤ ਬਾਬਾ ਮੰਗਲ ਸਿੰਘ ਨਾਨਕਸਰ ਵਾਲਿਆਂ ਦੀ ਸਲਾਨਾ ਬਰਸੀ ਸਬੰਧੀ ਤਿਆਰੀਆਂ ਜ਼ੋਰਾਂ ਉੱਤੇ ਹਨ। ਸਮਾਗਮ ਵਿੱਚ ਦੇਸ਼ ਵਿਦੇਸ਼ ਤੋਂ ਸੰਗਤਾਂ ਦੇ ਪਹੁੰਚਣ ਦੀ ਸੰਭਾਵਨਾ ਹੈ। ਪ੍ਰਬੰਧਕਾਂ ਵੱਲੋਂ ਲੰਗਰ, ਪਾਣੀ ਅਤੇ ਰਿਹਾਇਸ਼ ਦੇ ਪ੍ਰਬੰਧ ਮੁਕੰਮਲ ਕੀਤੇ ਜਾ ਰਹੇ ਹਨ। [1113,1757,1506,1795]
article-body-bottom: ਰਾੜਾ ਸਾਹਿਬ 16 ਮਈ (ਜਸਪਾਲ ਸਿੰਘ) : ਗੁਰਦੁਆਰਾ ਢੱਕੀ ਸਾਹਿਬ ਵਿਖੇ 27ਵਾਂ ਵਿਸ਼ਵ ਸ਼ਾਂਤੀ ਦਿਵਸ ਸਮਾਗਮ ਬੜੀ ਸ਼ਰਧਾ ਭਾਵਨਾ ਨਾਲ ਮਨਾਇਆ ਗਿਆ। ਇਸ ਮੌਕੇ ਮਹਾਂਪੁਰਖਾਂ ਨੇ ਸੰਗਤਾਂ ਨੂੰ ਗੁਰਬਾਣੀ ਨਾਲ ਜੁੜਨ ਦਾ ਸੁਨੇਹਾ ਦਿੱਤਾ ਅਤੇ ਕਿਹਾ ਕਿ ਸ੍ਰੀ ਗੁਰੂ ਗ੍ਰੰਥ ਸਾਹਿਬ ਜੀ ਦਾ ਸਰਬੱਤ ਦੇ ਭਲੇ ਦਾ ਸੰਦੇਸ਼ ਹੀ ਸੰਸਾਰ ਵਿੱਚ ਸ਼ਾਂਤੀ ਲਿਆ ਸਕਦਾ ਹੈ। ਸਮਾਗਮ ਦੀ ਸਮਾਪਤੀ ਉਪਰੰਤ ਗੁਰੂ ਕਾ ਲੰਗਰ ਅਤੁੱਟ ਵਰਤਿਆ। [414,847,895,899]
color-swatch [761,2391,772,2405]
color-swatch [30,2391,41,2405]
article-body: ਮੁੱਲਾਂਪੁਰ ਦਾਖਾ, 16 ਮਈ : ਸ਼੍ਰੋਮਣੀ ਅਕਾਲੀ ਦਲ ਦੇ ਉਮੀਦਵਾਰ ਰਣਜੀਤ ਸਿੰਘ ਢਿੱਲੋਂ ਨੇ ਕਿਹਾ ਕਿ ਆਪ ਸਰਕਾਰ ਦੀਆਂ ਨਾਕਾਮੀਆਂ ਕਾਰਨ ਲੋਕਾਂ ਦਾ ਮੋਹ ਭੰਗ ਹੋ ਚੁੱਕਾ ਹੈ। ਵਿਧਾਇਕ ਇਯਾਲੀ ਨੇ ਕਿਹਾ ਕਿ ਹਲਕਾ ਦਾਖਾ ਦੇ ਲੋਕਾਂ ਨੇ ਹਮੇਸ਼ਾਂ ਸਾਥ ਦਿੱਤਾ ਹੈ ਅਤੇ ਉਹ ਸਦਾ ਉਨ੍ਹਾਂ ਦੇ ਕਰਜ਼ਦਾਰ ਰਹਿਣਗੇ। [280,2111,561,2163]
column-divider [1108,2051,1109,2382]
subheadline: ਸ੍ਰੀ ਗੁਰੂ ਗ੍ਰੰਥ ਸਾਹਿਬ ਜੀ ਦਾ ਸੰਦੇਸ਼ ਵਿਸ਼ਵ ਸ਼ਾਂਤੀ ਕਰਨ ਦੇ ਸਮਰੱਥ : ਸੰਤ ਢੱਕੀ ਵਾਲੇ [443,556,903,574]
headline: ਵਿੱਦਿਆ ਵੈਲੀ ਸਕੂਲ ਦੀ ਤੀਜੀ ਮੰਜ਼ਿਲ ਤੋਂ ਛਾਲ ਮਾਰਕੇ ਵਿਦਿਆਰਥਣ ਵੱਲੋਂ ਖ਼ੁਦਕੁਸ਼ੀ [578,69,830,110]
article-body: ਚੰਡੀਗੜ੍ਹ 16 ਮਈ (ਮੰਗਤ ਸਿੰਘ ਸੈਣਪੁਰ) : ਕਲੰਬੀਆ ਯੂਨੀਵਰਸਿਟੀ ਨਿਊਯਾਰਕ ਅਮਰੀਕਾ ਦੀ ਕਨਵੋਕੇਸ਼ਨ ਮੌਕੇ ਦਸਤਾਰਧਾਰੀ ਸਿੱਖ ਨੌਜਵਾਨ ਨੇ ਇਤਿਹਾਸ ਰਚਿਆ। ਸਿੱਖ ਭਾਈਚਾਰੇ ਵਿੱਚ ਇਸ ਪ੍ਰਾਪਤੀ ਨੂੰ ਲੈ ਕੇ ਖ਼ੁਸ਼ੀ ਦੀ ਲਹਿਰ ਹੈ। ਪਰਿਵਾਰ ਨੇ ਦੱਸਿਆ ਕਿ ਨੌਜਵਾਨ ਨੇ ਆਪਣੀ ਪਛਾਣ ਕਾਇਮ ਰੱਖਦਿਆਂ ਉੱਚ ਸਿੱਖਿਆ ਵਿੱਚ ਮੱਲਾਂ ਮਾਰੀਆਂ ਹਨ ਜੋ ਨੌਜਵਾਨਾਂ ਲਈ ਪ੍ਰੇਰਨਾ ਸਰੋਤ ਹੈ। [756,1095,1059,1159]
color-swatch [44,2391,55,2405]
color-swatch [16,2391,27,2405]
article-body: ਜਗਰਾਉਂ, 16 ਮਈ (ਰਛਪਾਲ ਸਿੰਘ ਸ਼ੇਰਪੁਰੀ) : ਆਲ ਪੰਜਾਬ ਆਂਗਣਵਾੜੀ ਮੁਲਾਜ਼ਮ ਯੂਨੀਅਨ ਦੇ ਸੱਦੇ ਉੱਤੇ ਪੰਜਾਬ ਭਰ ਵਿੱਚ ਆਂਗਣਵਾੜੀ ਵਰਕਰਾਂ ਅਤੇ ਹੈਲਪਰਾਂ ਵੱਲੋਂ ਸਰਕਾਰ ਦੇ ਪੁਤਲੇ ਫੂਕ ਕੇ ਰੋਸ ਪ੍ਰਦਰਸ਼ਨ ਕੀਤਾ ਗਿਆ। ਆਗੂਆਂ ਨੇ ਕਿਹਾ ਕਿ ਸੂਬਾ ਪ੍ਰਧਾਨ ਹਰਗੋਬਿੰਦ ਕੌਰ ਨੂੰ ਤੰਗ ਪ੍ਰੇਸ਼ਾਨ ਕਰਨਾ ਬੰਦ ਕੀਤਾ ਜਾਵੇ ਨਹੀਂ ਤਾਂ ਸੰਘਰਸ਼ ਹੋਰ ਤੇਜ਼ ਕੀਤਾ ਜਾਵੇਗਾ। ਉਨ੍ਹਾਂ ਮੰਗ ਕੀਤੀ ਕਿ ਮਾਣਭੱਤੇ ਵਿੱਚ ਵਾਧਾ ਕੀਤਾ ਜਾਵੇ ਅਤੇ ਵਰਕਰਾਂ ਨੂੰ ਪੱਕਾ ਕੀਤਾ ਜਾਵੇ। [848,169,966,352]
news-photo [5,1505,561,1655]
article-body-bottom: ਸੰਗਰੂਰ 16 ਮਈ (ਹਰਬੰਸ ਸਿੰਘ) : ਸ਼ਹਿਰ ਦੀਆਂ ਵੱਖ-ਵੱਖ ਸੰਸਥਾਵਾਂ ਦੇ ਨੁਮਾਇੰਦਿਆਂ ਨੇ ਮੁੱਖ ਮੰਤਰੀ ਨੂੰ ਪੱਤਰ ਲਿਖ ਕੇ ਸ਼ਹਿਰ ਦੀਆਂ ਵਿਰਾਸਤੀ ਇਮਾਰਤਾਂ ਦੀ ਸੰਭਾਲ ਅਤੇ ਵਾਤਾਵਰਨ ਨੂੰ ਬਚਾਉਣ ਲਈ ਠੋਸ ਕਦਮ ਚੁੱਕਣ ਦੀ ਅਪੀਲ ਕੀਤੀ। ਉਨ੍ਹਾਂ ਕਿਹਾ ਕਿ ਦਰੱਖ਼ਤਾਂ ਦੀ ਕਟਾਈ ਅਤੇ ਨਾਜਾਇਜ਼ ਉਸਾਰੀਆਂ ਉੱਤੇ ਤੁਰੰਤ ਰੋਕ ਲਗਾਈ ਜਾਵੇ। [1067,759,1506,797]
article-body-right: ਜਗਰਾਉਂ, 16 ਮਈ (ਰਛਪਾਲ ਸਿੰਘ ਸ਼ੇਰਪੁਰੀ) : ਆਲ ਪੰਜਾਬ ਆਂਗਣਵਾੜੀ ਮੁਲਾਜ਼ਮ ਯੂਨੀਅਨ ਦੇ ਸੱਦੇ ਉੱਤੇ ਪੰਜਾਬ ਭਰ ਵਿੱਚ ਆਂਗਣਵਾੜੀ ਵਰਕਰਾਂ ਅਤੇ ਹੈਲਪਰਾਂ ਵੱਲੋਂ ਸਰਕਾਰ ਦੇ ਪੁਤਲੇ ਫੂਕ ਕੇ ਰੋਸ ਪ੍ਰਦਰਸ਼ਨ ਕੀਤਾ ਗਿਆ। ਆਗੂਆਂ ਨੇ ਕਿਹਾ ਕਿ ਸੂਬਾ ਪ੍ਰਧਾਨ ਹਰਗੋਬਿੰਦ ਕੌਰ ਨੂੰ ਤੰਗ ਪ੍ਰੇਸ਼ਾਨ ਕਰਨਾ ਬੰਦ ਕੀਤਾ ਜਾਵੇ ਨਹੀਂ ਤਾਂ ਸੰਘਰਸ਼ ਹੋਰ ਤੇਜ਼ ਕੀਤਾ ਜਾਵੇਗਾ। ਉਨ੍ਹਾਂ ਮੰਗ ਕੀਤੀ ਕਿ ਮਾਣਭੱਤੇ ਵਿੱਚ ਵਾਧਾ ਕੀਤਾ ਜਾਵੇ ਅਤੇ ਵਰਕਰਾਂ ਨੂੰ ਪੱਕਾ ਕੀਤਾ ਜਾਵੇ। [1374,169,1506,326]
article-body-bottom: ਲੁਧਿਆਣਾ 16 ਮਈ (ਰਾਜ ਕੁਮਾਰ) : ਸ਼੍ਰੋਮਣੀ ਅਕਾਲੀ ਦਲ (ਫਤਿਹ) ਦੇ ਉਮੀਦਵਾਰ ਕਿਰਪਾਲ ਸਿੰਘ ਕਪੂਰੀ ਦੇ ਹੱਕ ਵਿੱਚ ਜਥੇਦਾਰ ਚੀਮਾ ਨੇ ਵੱਖ-ਵੱਖ ਵਾਰਡਾਂ ਵਿੱਚ ਮੀਟਿੰਗਾਂ ਕਰਕੇ ਚੋਣ ਪ੍ਰਚਾਰ ਨੂੰ ਤੇਜ਼ ਕੀਤਾ। ਉਨ੍ਹਾਂ ਕਿਹਾ ਕਿ ਪੰਥ ਅਤੇ ਪੰਜਾਬ ਦੀ ਭਲਾਈ ਲਈ ਸਾਰਿਆਂ ਨੂੰ ਇਕਜੁੱਟ ਹੋਣ ਦੀ ਲੋੜ ਹੈ। [697,1765,1103,1803]
column-divider [566,1505,567,2041]
section-rule [5,514,1506,515]
headline-bjp: ਬੀਜੇਪੀ ਦੇ ਉਮੀਦਵਾਰ ਦੇ ਪਤੀ ਦਾ ਪਿੰਡ ਫੁੱਲੋ ਮਿੱਠੀ ਵਿਖੇ ਹੋਇਆ ਚੋਣ ਪ੍ਰਚਾਰ ਦੌਰਾਨ ਵਿਰੋਧ [743,1845,1088,1887]
news-photo [131,1094,739,1330]
